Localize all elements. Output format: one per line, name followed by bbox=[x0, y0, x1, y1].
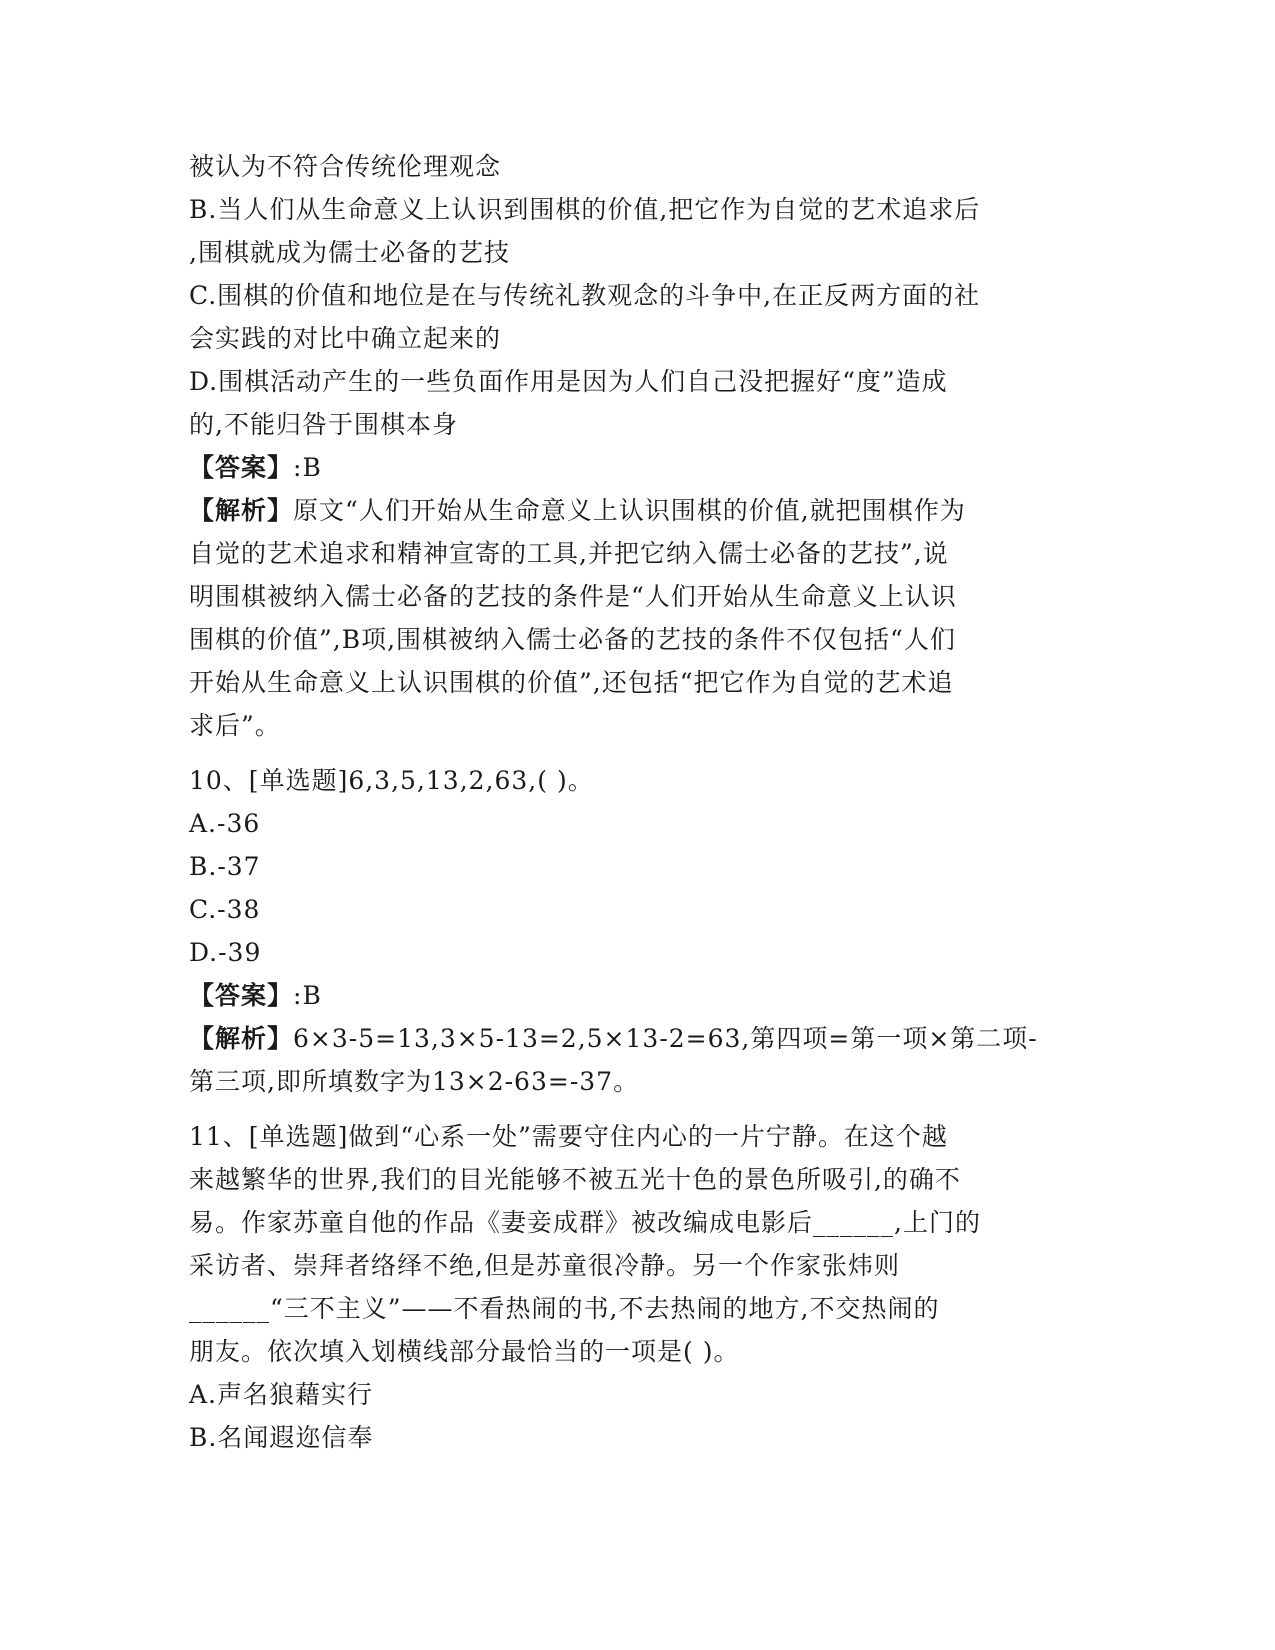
q9-option-a-continued: 被认为不符合传统伦理观念 bbox=[189, 152, 502, 181]
q10-option-a: A.-36 bbox=[189, 809, 261, 838]
q11-option-b: B.名闻遐迩信奉 bbox=[189, 1423, 374, 1452]
analysis-label: 【解析】 bbox=[189, 496, 294, 525]
analysis-label: 【解析】 bbox=[189, 1024, 294, 1053]
q9-analysis-line5: 开始从生命意义上认识围棋的价值”,还包括“把它作为自觉的艺术追 bbox=[189, 668, 954, 697]
q11-question-line4: 采访者、崇拜者络绎不绝,但是苏童很冷静。另一个作家张炜则 bbox=[189, 1251, 900, 1280]
q10-analysis-line1 bbox=[189, 1017, 1089, 1060]
answer-value: :B bbox=[293, 453, 322, 482]
q9-analysis-line4: 围棋的价值”,B项,围棋被纳入儒士必备的艺技的条件不仅包括“人们 bbox=[189, 625, 956, 654]
q9-option-c-line1: C.围棋的价值和地位是在与传统礼教观念的斗争中,在正反两方面的社 bbox=[189, 281, 981, 310]
q9-analysis-line3: 明围棋被纳入儒士必备的艺技的条件是“人们开始从生命意义上认识 bbox=[189, 582, 957, 611]
spacer bbox=[189, 1103, 1089, 1115]
q10-option-c: C.-38 bbox=[189, 895, 261, 924]
answer-value: :B bbox=[293, 981, 322, 1010]
q11-question-line5: ______“三不主义”——不看热闹的书,不去热闹的地方,不交热闹的 bbox=[189, 1294, 940, 1323]
q9-analysis-line6: 求后”。 bbox=[189, 711, 281, 740]
analysis-text: 原文“人们开始从生命意义上认识围棋的价值,就把围棋作为 bbox=[293, 496, 966, 525]
q10-analysis-line2: 第三项,即所填数字为13×2-63=-37。 bbox=[189, 1067, 640, 1096]
q11-question-line3: 易。作家苏童自他的作品《妻妾成群》被改编成电影后______,上门的 bbox=[189, 1208, 981, 1237]
answer-label: 【答案】 bbox=[189, 453, 294, 482]
q10-option-b: B.-37 bbox=[189, 852, 261, 881]
q11-question-line1: 11、[单选题]做到“心系一处”需要守住内心的一片宁静。在这个越 bbox=[189, 1122, 948, 1151]
q9-option-b-line2: ,围棋就成为儒士必备的艺技 bbox=[189, 238, 510, 267]
document-page bbox=[189, 145, 1089, 1459]
q11-option-a: A.声名狼藉实行 bbox=[189, 1380, 374, 1409]
q9-option-b-line1: B.当人们从生命意义上认识到围棋的价值,把它作为自觉的艺术追求后 bbox=[189, 195, 981, 224]
q11-question-line2: 来越繁华的世界,我们的目光能够不被五光十色的景色所吸引,的确不 bbox=[189, 1165, 961, 1194]
q11-question-line6: 朋友。依次填入划横线部分最恰当的一项是( )。 bbox=[189, 1337, 740, 1366]
q9-answer bbox=[189, 446, 1089, 489]
q9-analysis-line1 bbox=[189, 489, 1089, 532]
q10-option-d: D.-39 bbox=[189, 938, 262, 967]
q9-option-c-line2: 会实践的对比中确立起来的 bbox=[189, 324, 502, 353]
spacer bbox=[189, 747, 1089, 759]
q9-option-d-line2: 的,不能归咎于围棋本身 bbox=[189, 410, 458, 439]
analysis-text: 6×3-5=13,3×5-13=2,5×13-2=63,第四项=第一项×第二项- bbox=[293, 1024, 1038, 1053]
q9-analysis-line2: 自觉的艺术追求和精神宣寄的工具,并把它纳入儒士必备的艺技”,说 bbox=[189, 539, 949, 568]
answer-label: 【答案】 bbox=[189, 981, 294, 1010]
q9-option-d-line1: D.围棋活动产生的一些负面作用是因为人们自己没把握好“度”造成 bbox=[189, 367, 948, 396]
q10-answer bbox=[189, 974, 1089, 1017]
q10-question: 10、[单选题]6,3,5,13,2,63,( )。 bbox=[189, 766, 594, 795]
